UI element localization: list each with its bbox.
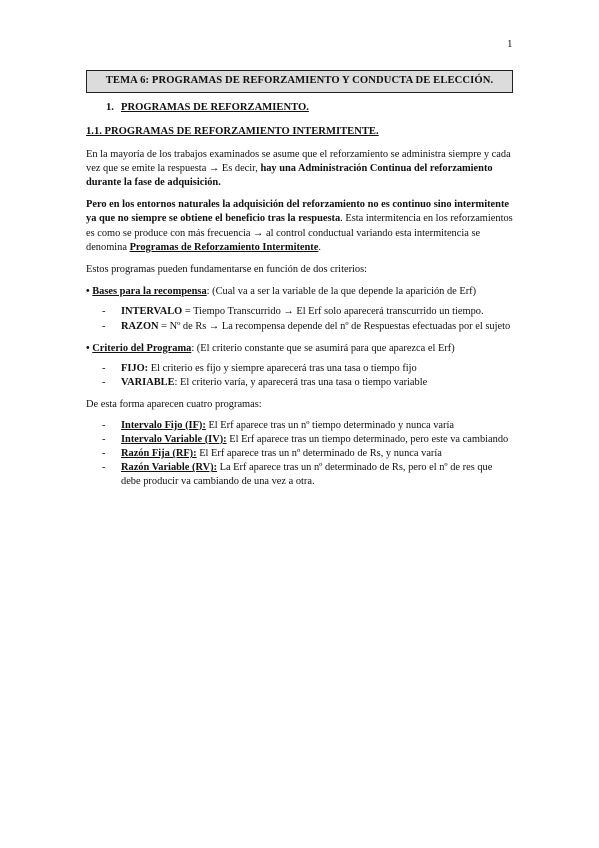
item-text: = Nº de Rs → La recompensa depende del nº de Respuestas efectuadas por el sujeto	[158, 320, 511, 332]
item-term: VARIABLE	[121, 377, 175, 389]
criterion-2-label: Criterio del Programa	[92, 342, 192, 354]
paragraph-2-end: .	[318, 241, 321, 253]
paragraph-1-bold: hay una Administración Continua del reforzamiento durante la fase de adquisición.	[86, 162, 493, 189]
list-item	[86, 461, 513, 489]
program-label: Razón Variable (RV):	[121, 462, 218, 474]
program-label: Intervalo Variable (IV):	[121, 433, 227, 445]
item-text: = Tiempo Transcurrido → El Erf solo aparecerá transcurrido un tiempo.	[182, 306, 484, 318]
list-item	[86, 320, 513, 334]
list-item	[86, 376, 513, 390]
criterion-2-list	[86, 362, 513, 390]
page-number: 1	[507, 38, 513, 50]
paragraph-2-term: Programas de Reforzamiento Intermitente	[129, 241, 319, 253]
paragraph-2	[86, 198, 513, 255]
criterion-2-text: : (El criterio constante que se asumirá para que aparezca el Erf)	[191, 342, 455, 354]
paragraph-1-text: En la mayoría de los trabajos examinados se asume que el reforzamiento se administra siempre y cada vez que se emite la respuesta → Es decir,	[86, 148, 511, 174]
list-item	[86, 362, 513, 376]
item-text: : El criterio varía, y aparecerá tras una tasa o tiempo variable	[174, 377, 428, 389]
criterion-1	[86, 285, 513, 299]
program-text: La Erf aparece tras un nº determinado de Rs, pero el nº de res que debe producir va cambiando de una vez a otra.	[121, 462, 493, 488]
list-item	[86, 305, 513, 319]
list-item	[86, 447, 513, 461]
bullet-icon: •	[86, 286, 90, 298]
paragraph-2-text: . Esta intermitencia en los reforzamientos es como se produce con más frecuencia → al control conductual variando esta intermitencia se denomina	[86, 213, 513, 253]
section-heading-1	[106, 101, 513, 115]
list-item	[86, 433, 513, 447]
programs-list	[86, 419, 513, 490]
item-term: FIJO:	[121, 363, 149, 375]
section-number: 1.	[106, 102, 114, 114]
criterion-1-text: : (Cual va a ser la variable de la que depende la aparición de Erf)	[206, 286, 477, 298]
item-text: El criterio es fijo y siempre aparecerá tras una tasa o tiempo fijo	[148, 363, 417, 375]
list-item	[86, 419, 513, 433]
subsection-heading: 1.1. PROGRAMAS DE REFORZAMIENTO INTERMITENTE.	[86, 126, 379, 138]
paragraph-1	[86, 148, 513, 191]
program-label: Razón Fija (RF):	[121, 448, 197, 460]
program-text: El Erf aparece tras un nº tiempo determinado y nunca varía	[205, 419, 455, 431]
paragraph-2-bold: Pero en los entornos naturales la adquisición del reforzamiento no es continuo sino intermitente ya que no siempre se obtiene el beneficio tras la respuesta	[86, 199, 510, 225]
paragraph-3: Estos programas pueden fundamentarse en función de dos criterios:	[86, 264, 368, 276]
program-text: El Erf aparece tras un nº determinado de Rs, y nunca varía	[196, 448, 442, 460]
chapter-title: TEMA 6: PROGRAMAS DE REFORZAMIENTO Y CONDUCTA DE ELECCIÓN.	[86, 70, 513, 93]
criterion-2	[86, 342, 513, 356]
criterion-1-list	[86, 305, 513, 333]
criterion-1-label: Bases para la recompensa	[92, 286, 207, 298]
program-label: Intervalo Fijo (IF):	[121, 419, 206, 431]
program-text: El Erf aparece tras un tiempo determinado, pero este va cambiando	[226, 433, 509, 445]
paragraph-4: De esta forma aparecen cuatro programas:	[86, 399, 262, 411]
section-title: PROGRAMAS DE REFORZAMIENTO.	[121, 102, 309, 114]
item-term: RAZON	[121, 320, 159, 332]
bullet-icon: •	[86, 342, 90, 354]
document-body	[86, 70, 513, 490]
item-term: INTERVALO	[121, 306, 183, 318]
